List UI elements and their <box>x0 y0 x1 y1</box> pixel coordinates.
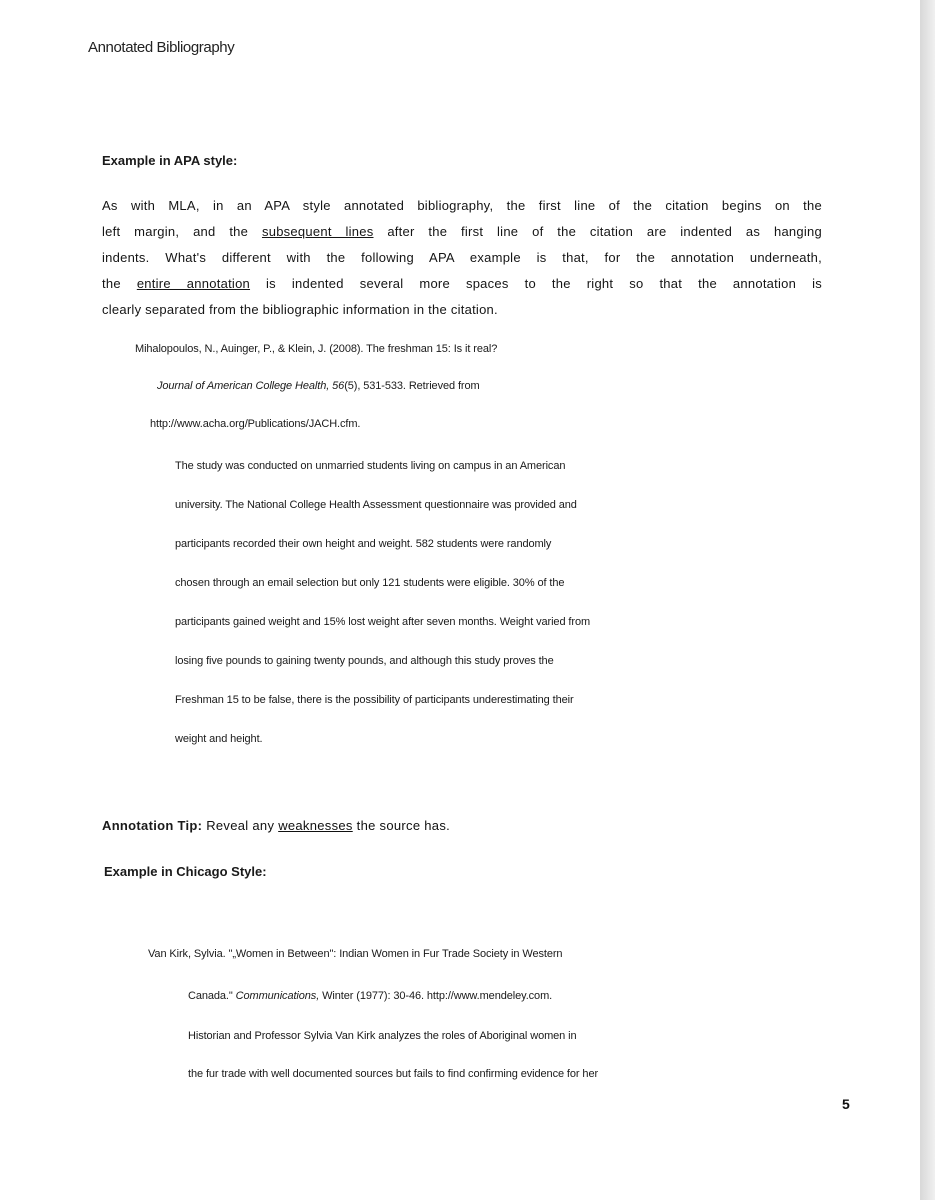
annotation-line: losing five pounds to gaining twenty pounds, and although this study proves the <box>175 655 554 667</box>
apa-heading: Example in APA style: <box>102 153 238 168</box>
text-run: Winter (1977): 30-46. http://www.mendeley.com. <box>322 990 553 1002</box>
journal-title: Journal of American College Health, 56 <box>157 380 345 392</box>
journal-title: Communications, <box>235 990 320 1002</box>
paragraph-line: As with MLA, in an APA style annotated bibliography, the first line of the citation begins on the <box>102 198 822 213</box>
paragraph-line <box>102 271 822 297</box>
apa-citation-url[interactable]: http://www.acha.org/Publications/JACH.cfm. <box>150 418 361 430</box>
entire-annotation-link[interactable]: entire annotation <box>136 276 251 291</box>
tip-label: Annotation Tip: <box>102 818 203 833</box>
annotation-line: chosen through an email selection but only 121 students were eligible. 30% of the <box>175 577 565 589</box>
text-run: the <box>102 276 121 291</box>
paragraph-line: clearly separated from the bibliographic information in the citation. <box>102 302 498 317</box>
annotation-line: weight and height. <box>175 733 263 745</box>
issue-pages: (5), 531-533. Retrieved from <box>344 380 480 392</box>
apa-citation-journal-line <box>157 380 480 392</box>
paragraph-line: indents. What's different with the following APA example is that, for the annotation underneath, <box>102 250 822 265</box>
chicago-heading: Example in Chicago Style: <box>104 864 267 879</box>
text-run: after the first line of the citation are indented as hanging <box>387 224 822 239</box>
annotation-tip <box>102 818 450 833</box>
subsequent-lines-link[interactable]: subsequent lines <box>261 224 374 239</box>
annotation-line: Freshman 15 to be false, there is the possibility of participants underestimating their <box>175 694 574 706</box>
annotation-line: The study was conducted on unmarried students living on campus in an American <box>175 460 566 472</box>
text-run: the source has. <box>356 818 451 833</box>
apa-intro-paragraph <box>102 193 822 323</box>
apa-citation-line: Mihalopoulos, N., Auinger, P., & Klein, J. (2008). The freshman 15: Is it real? <box>135 343 498 355</box>
text-run: Reveal any <box>206 818 275 833</box>
text-run: is indented several more spaces to the right so that the annotation is <box>266 276 822 291</box>
annotation-line: participants gained weight and 15% lost weight after seven months. Weight varied from <box>175 616 591 628</box>
chicago-citation-line: Van Kirk, Sylvia. "„Women in Between": Indian Women in Fur Trade Society in Western <box>148 948 563 960</box>
page-edge-shadow <box>920 0 935 1200</box>
paragraph-line <box>102 219 822 245</box>
text-run: left margin, and the <box>102 224 249 239</box>
running-header: Annotated Bibliography <box>88 39 235 56</box>
annotation-line: participants recorded their own height and weight. 582 students were randomly <box>175 538 552 550</box>
annotation-line: Historian and Professor Sylvia Van Kirk analyzes the roles of Aboriginal women in <box>188 1030 577 1042</box>
annotation-line: university. The National College Health Assessment questionnaire was provided and <box>175 499 577 511</box>
chicago-citation-line-2 <box>188 990 552 1002</box>
page-number: 5 <box>842 1096 850 1112</box>
text-run: Canada." <box>188 990 233 1002</box>
weaknesses-link[interactable]: weaknesses <box>278 818 353 833</box>
annotation-line: the fur trade with well documented sources but fails to find confirming evidence for her <box>188 1068 599 1080</box>
